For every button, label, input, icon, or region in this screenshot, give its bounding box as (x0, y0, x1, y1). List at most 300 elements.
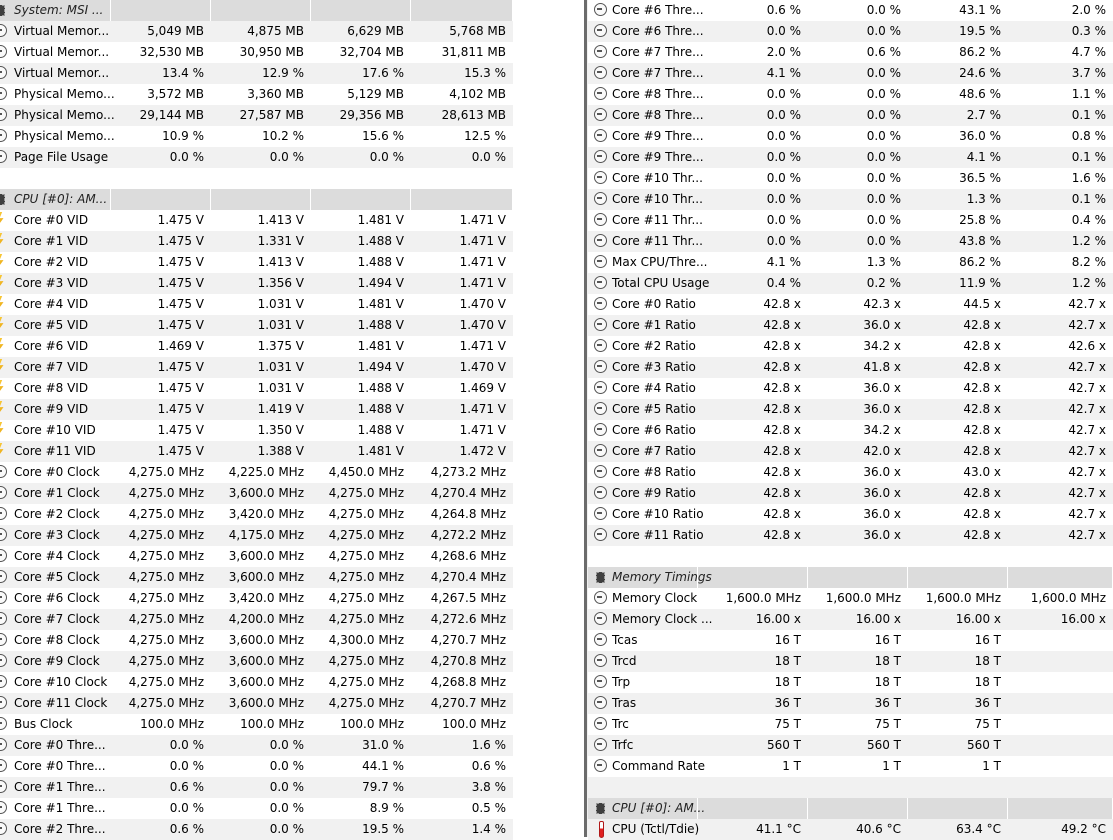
maximum-value: 42.8 x (963, 360, 1001, 374)
gauge-icon (594, 591, 607, 604)
sensor-row[interactable] (588, 420, 1113, 441)
minimum-value: 3,600.0 MHz (228, 696, 304, 710)
sensor-row[interactable] (588, 651, 1113, 672)
gauge-icon (0, 45, 7, 58)
sensor-row[interactable] (0, 252, 513, 273)
sensor-label: Core #5 Clock (14, 570, 100, 584)
gauge-icon (594, 759, 607, 772)
sensor-row[interactable] (0, 609, 513, 630)
minimum-value: 1.413 V (257, 213, 304, 227)
current-value: 0.0 % (766, 108, 801, 122)
current-value: 4,275.0 MHz (128, 507, 204, 521)
sensor-row[interactable] (0, 483, 513, 504)
maximum-value: 11.9 % (959, 276, 1001, 290)
sensor-row[interactable] (0, 378, 513, 399)
sensor-row[interactable] (588, 210, 1113, 231)
maximum-value: 4,275.0 MHz (328, 528, 404, 542)
sensor-row[interactable] (588, 462, 1113, 483)
maximum-value: 44.5 x (963, 297, 1001, 311)
sensor-row[interactable] (588, 147, 1113, 168)
minimum-value: 3,600.0 MHz (228, 675, 304, 689)
average-value: 42.6 x (1068, 339, 1106, 353)
current-value: 4,275.0 MHz (128, 486, 204, 500)
minimum-value: 12.9 % (262, 66, 304, 80)
gauge-icon (0, 507, 7, 520)
sensor-label: Core #2 VID (14, 255, 89, 269)
maximum-value: 19.5 % (959, 24, 1001, 38)
sensor-label: Core #8 Thre... (612, 108, 704, 122)
minimum-value: 1.331 V (257, 234, 304, 248)
sensor-row[interactable] (588, 630, 1113, 651)
sensor-row[interactable] (0, 357, 513, 378)
average-value: 1.471 V (459, 402, 506, 416)
current-value: 42.8 x (763, 402, 801, 416)
sensor-label: Tras (612, 696, 637, 710)
sensor-label: Core #9 Clock (14, 654, 100, 668)
gauge-icon (0, 570, 7, 583)
current-value: 4.1 % (766, 255, 801, 269)
sensor-row[interactable] (0, 588, 513, 609)
minimum-value: 0.0 % (866, 150, 901, 164)
minimum-value: 0.0 % (269, 738, 304, 752)
gauge-icon (0, 486, 7, 499)
minimum-value: 1.031 V (257, 318, 304, 332)
current-value: 29,144 MB (139, 108, 204, 122)
sensor-label: Total CPU Usage (612, 276, 710, 290)
sensor-row[interactable] (588, 672, 1113, 693)
minimum-value: 1.031 V (257, 360, 304, 374)
average-value: 1.471 V (459, 255, 506, 269)
header-minimum-cell (808, 798, 908, 819)
current-value: 42.8 x (763, 528, 801, 542)
minimum-value: 36.0 x (863, 486, 901, 500)
minimum-value: 18 T (874, 675, 901, 689)
current-value: 1.475 V (157, 381, 204, 395)
sensor-label: Command Rate (612, 759, 706, 773)
current-value: 16.00 x (755, 612, 801, 626)
minimum-value: 41.8 x (863, 360, 901, 374)
gauge-icon (0, 549, 7, 562)
sensor-row[interactable] (0, 294, 513, 315)
sensor-label: Core #0 Thre... (14, 738, 106, 752)
bolt-icon (0, 275, 4, 291)
average-value: 1.471 V (459, 339, 506, 353)
header-average-cell (411, 0, 513, 21)
minimum-value: 0.0 % (866, 129, 901, 143)
average-value: 0.0 % (471, 150, 506, 164)
maximum-value: 1.488 V (357, 402, 404, 416)
average-value: 42.7 x (1068, 423, 1106, 437)
maximum-value: 79.7 % (362, 780, 404, 794)
sensor-label: Core #9 Ratio (612, 486, 696, 500)
maximum-value: 18 T (974, 675, 1001, 689)
average-value: 0.1 % (1071, 108, 1106, 122)
header-minimum-cell (211, 189, 311, 210)
minimum-value: 3,360 MB (247, 87, 304, 101)
sensor-row[interactable] (0, 798, 513, 819)
header-average-cell (1008, 798, 1113, 819)
sensor-label: Core #6 Clock (14, 591, 100, 605)
maximum-value: 36.5 % (959, 171, 1001, 185)
current-value: 2.0 % (766, 45, 801, 59)
sensor-row[interactable] (0, 672, 513, 693)
sensor-label: Core #11 Thr... (612, 213, 703, 227)
minimum-value: 40.6 °C (856, 822, 901, 836)
sensor-label: Memory Clock ... (612, 612, 713, 626)
maximum-value: 4,275.0 MHz (328, 654, 404, 668)
minimum-value: 36.0 x (863, 402, 901, 416)
gauge-icon (0, 717, 7, 730)
sensor-row[interactable] (588, 756, 1113, 777)
current-value: 0.0 % (169, 150, 204, 164)
sensor-label: Core #3 Ratio (612, 360, 696, 374)
current-value: 16 T (774, 633, 801, 647)
minimum-value: 18 T (874, 654, 901, 668)
average-value: 42.7 x (1068, 381, 1106, 395)
average-value: 1.6 % (471, 738, 506, 752)
minimum-value: 0.0 % (866, 24, 901, 38)
gauge-icon (594, 213, 607, 226)
chip-icon (0, 5, 5, 16)
sensor-row[interactable] (588, 0, 1113, 21)
average-value: 4,270.4 MHz (430, 486, 506, 500)
thermometer-icon (599, 821, 604, 838)
minimum-value: 1.031 V (257, 297, 304, 311)
maximum-value: 100.0 MHz (340, 717, 404, 731)
gauge-icon (0, 87, 7, 100)
sensor-label: Bus Clock (14, 717, 73, 731)
sensor-row[interactable] (0, 756, 513, 777)
gauge-icon (594, 129, 607, 142)
current-value: 0.0 % (169, 738, 204, 752)
sensor-label: Trc (612, 717, 629, 731)
maximum-value: 42.8 x (963, 507, 1001, 521)
sensor-row[interactable] (588, 252, 1113, 273)
sensor-label: Core #0 Clock (14, 465, 100, 479)
sensor-row[interactable] (0, 630, 513, 651)
sensor-row[interactable] (588, 378, 1113, 399)
maximum-value: 42.8 x (963, 339, 1001, 353)
gauge-icon (594, 381, 607, 394)
sensor-row[interactable] (588, 84, 1113, 105)
maximum-value: 42.8 x (963, 528, 1001, 542)
sensor-label: Core #10 Thr... (612, 192, 703, 206)
sensor-row[interactable] (0, 714, 513, 735)
maximum-value: 1.488 V (357, 318, 404, 332)
header-current-cell (698, 798, 808, 819)
sensor-group-header[interactable] (0, 0, 513, 21)
current-value: 1.469 V (157, 339, 204, 353)
sensor-label: Trfc (612, 738, 634, 752)
sensor-group-header[interactable] (588, 798, 1113, 819)
maximum-value: 1.481 V (357, 213, 404, 227)
gauge-icon (0, 612, 7, 625)
sensor-row[interactable] (0, 147, 513, 168)
minimum-value: 560 T (866, 738, 901, 752)
average-value: 4,270.7 MHz (430, 696, 506, 710)
sensor-row[interactable] (0, 546, 513, 567)
maximum-value: 16.00 x (955, 612, 1001, 626)
sensor-label: Core #8 Clock (14, 633, 100, 647)
sensor-row[interactable] (0, 84, 513, 105)
sensor-row[interactable] (0, 126, 513, 147)
minimum-value: 0.6 % (866, 45, 901, 59)
sensor-row[interactable] (588, 105, 1113, 126)
sensor-row[interactable] (588, 525, 1113, 546)
sensor-label: Core #0 Ratio (612, 297, 696, 311)
sensor-row[interactable] (588, 42, 1113, 63)
gauge-icon (0, 654, 7, 667)
average-value (1008, 735, 1106, 756)
gauge-icon (0, 465, 7, 478)
minimum-value: 4,225.0 MHz (228, 465, 304, 479)
sensor-row[interactable] (0, 210, 513, 231)
sensor-row[interactable] (588, 273, 1113, 294)
average-value: 1.1 % (1071, 87, 1106, 101)
sensor-label: Core #10 Clock (14, 675, 108, 689)
sensor-row[interactable] (0, 735, 513, 756)
sensor-label: Core #9 Thre... (612, 150, 704, 164)
sensor-row[interactable] (588, 714, 1113, 735)
sensor-group-header[interactable] (0, 189, 513, 210)
sensor-row[interactable] (588, 609, 1113, 630)
maximum-value: 42.8 x (963, 318, 1001, 332)
maximum-value: 44.1 % (362, 759, 404, 773)
sensor-row[interactable] (0, 63, 513, 84)
gauge-icon (0, 822, 7, 835)
sensor-label: Core #6 Ratio (612, 423, 696, 437)
current-value: 1 T (782, 759, 801, 773)
sensor-row[interactable] (0, 231, 513, 252)
maximum-value: 1.488 V (357, 255, 404, 269)
gauge-icon (594, 654, 607, 667)
minimum-value: 0.0 % (866, 108, 901, 122)
sensor-row[interactable] (0, 315, 513, 336)
gauge-icon (0, 759, 7, 772)
gauge-icon (594, 444, 607, 457)
sensor-row[interactable] (0, 21, 513, 42)
maximum-value: 43.8 % (959, 234, 1001, 248)
average-value: 4,273.2 MHz (430, 465, 506, 479)
average-value: 42.7 x (1068, 402, 1106, 416)
sensor-row[interactable] (588, 693, 1113, 714)
current-value: 75 T (774, 717, 801, 731)
sensor-row[interactable] (0, 525, 513, 546)
sensor-label: Physical Memo... (14, 87, 115, 101)
current-value: 10.9 % (162, 129, 204, 143)
average-value: 5,768 MB (449, 24, 506, 38)
current-value: 42.8 x (763, 360, 801, 374)
minimum-value: 3,600.0 MHz (228, 570, 304, 584)
sensor-row[interactable] (0, 567, 513, 588)
chip-icon (0, 194, 5, 205)
maximum-value: 4,275.0 MHz (328, 486, 404, 500)
average-value: 42.7 x (1068, 297, 1106, 311)
minimum-value: 36 T (874, 696, 901, 710)
current-value: 18 T (774, 654, 801, 668)
average-value: 42.7 x (1068, 528, 1106, 542)
sensor-label: Core #8 Ratio (612, 465, 696, 479)
sensor-label: Core #2 Clock (14, 507, 100, 521)
sensor-row[interactable] (0, 693, 513, 714)
sensor-row[interactable] (588, 819, 1113, 840)
average-value (1008, 630, 1106, 651)
sensor-row[interactable] (588, 189, 1113, 210)
sensor-row[interactable] (0, 504, 513, 525)
gauge-icon (594, 24, 607, 37)
sensor-label: Core #0 Thre... (14, 759, 106, 773)
maximum-value: 1 T (982, 759, 1001, 773)
sensor-row[interactable] (588, 294, 1113, 315)
current-value: 42.8 x (763, 339, 801, 353)
minimum-value: 0.0 % (866, 87, 901, 101)
sensor-label: Trcd (612, 654, 637, 668)
sensor-row[interactable] (0, 819, 513, 840)
maximum-value: 25.8 % (959, 213, 1001, 227)
minimum-value: 16.00 x (855, 612, 901, 626)
minimum-value: 42.0 x (863, 444, 901, 458)
maximum-value: 43.1 % (959, 3, 1001, 17)
average-value: 4,270.8 MHz (430, 654, 506, 668)
gauge-icon (0, 150, 7, 163)
current-value: 0.0 % (169, 759, 204, 773)
maximum-value: 4,275.0 MHz (328, 549, 404, 563)
maximum-value: 24.6 % (959, 66, 1001, 80)
sensor-row[interactable] (588, 588, 1113, 609)
sensor-row[interactable] (0, 777, 513, 798)
average-value: 28,613 MB (441, 108, 506, 122)
sensor-label: Page File Usage (14, 150, 109, 164)
sensor-row[interactable] (0, 336, 513, 357)
header-current-cell (111, 0, 211, 21)
gauge-icon (594, 465, 607, 478)
sensor-row[interactable] (588, 231, 1113, 252)
current-value: 0.0 % (766, 129, 801, 143)
maximum-value: 560 T (966, 738, 1001, 752)
sensor-row[interactable] (588, 504, 1113, 525)
current-value: 42.8 x (763, 381, 801, 395)
sensor-row[interactable] (588, 21, 1113, 42)
gauge-icon (594, 3, 607, 16)
maximum-value: 4,275.0 MHz (328, 675, 404, 689)
maximum-value: 1.3 % (966, 192, 1001, 206)
minimum-value: 4,200.0 MHz (228, 612, 304, 626)
maximum-value: 8.9 % (369, 801, 404, 815)
sensor-row[interactable] (588, 441, 1113, 462)
minimum-value: 0.0 % (866, 192, 901, 206)
sensor-row[interactable] (588, 168, 1113, 189)
minimum-value: 0.0 % (866, 213, 901, 227)
current-value: 1.475 V (157, 276, 204, 290)
maximum-value: 1.494 V (357, 276, 404, 290)
sensor-row[interactable] (0, 399, 513, 420)
minimum-value: 1.356 V (257, 276, 304, 290)
sensor-row[interactable] (588, 63, 1113, 84)
minimum-value: 42.3 x (863, 297, 901, 311)
sensor-label: Core #0 VID (14, 213, 89, 227)
average-value: 1.471 V (459, 276, 506, 290)
current-value: 0.0 % (766, 24, 801, 38)
maximum-value: 4.1 % (966, 150, 1001, 164)
minimum-value: 0.0 % (269, 780, 304, 794)
sensor-row[interactable] (588, 126, 1113, 147)
sensor-label: Core #10 VID (14, 423, 96, 437)
current-value: 1.475 V (157, 255, 204, 269)
average-value: 42.7 x (1068, 444, 1106, 458)
average-value (1008, 693, 1106, 714)
minimum-value: 1.388 V (257, 444, 304, 458)
minimum-value: 1 T (882, 759, 901, 773)
current-value: 0.0 % (766, 213, 801, 227)
maximum-value: 15.6 % (362, 129, 404, 143)
average-value: 1.6 % (1071, 171, 1106, 185)
gauge-icon (594, 717, 607, 730)
sensor-label: Core #7 Thre... (612, 45, 704, 59)
bolt-icon (0, 401, 4, 417)
average-value: 15.3 % (464, 66, 506, 80)
maximum-value: 42.8 x (963, 444, 1001, 458)
sensor-row[interactable] (588, 315, 1113, 336)
current-value: 0.4 % (766, 276, 801, 290)
sensor-row[interactable] (0, 441, 513, 462)
sensor-row[interactable] (588, 735, 1113, 756)
sensor-row[interactable] (0, 651, 513, 672)
sensor-label: Core #7 Ratio (612, 444, 696, 458)
maximum-value: 5,129 MB (347, 87, 404, 101)
sensor-group-header[interactable] (588, 567, 1113, 588)
sensor-label: Core #3 VID (14, 276, 89, 290)
gauge-icon (0, 780, 7, 793)
sensor-row[interactable] (0, 462, 513, 483)
sensor-row[interactable] (588, 399, 1113, 420)
current-value: 4,275.0 MHz (128, 675, 204, 689)
sensor-row[interactable] (0, 273, 513, 294)
maximum-value: 29,356 MB (339, 108, 404, 122)
minimum-value: 1.413 V (257, 255, 304, 269)
bolt-icon (0, 380, 4, 396)
average-value: 100.0 MHz (442, 717, 506, 731)
sensor-row[interactable] (0, 42, 513, 63)
bolt-icon (0, 254, 4, 270)
sensor-row[interactable] (588, 336, 1113, 357)
average-value: 3.8 % (471, 780, 506, 794)
sensor-row[interactable] (0, 420, 513, 441)
average-value: 0.3 % (1071, 24, 1106, 38)
current-value: 32,530 MB (139, 45, 204, 59)
current-value: 4,275.0 MHz (128, 633, 204, 647)
minimum-value: 34.2 x (863, 339, 901, 353)
bolt-icon (0, 296, 4, 312)
current-value: 36 T (774, 696, 801, 710)
current-value: 1.475 V (157, 423, 204, 437)
sensor-row[interactable] (588, 357, 1113, 378)
header-maximum-cell (908, 798, 1008, 819)
sensor-label: Virtual Memor... (14, 24, 110, 38)
gauge-icon (594, 339, 607, 352)
maximum-value: 1.481 V (357, 297, 404, 311)
maximum-value: 32,704 MB (339, 45, 404, 59)
current-value: 0.0 % (169, 801, 204, 815)
gauge-icon (0, 633, 7, 646)
current-value: 42.8 x (763, 444, 801, 458)
sensor-row[interactable] (0, 105, 513, 126)
gauge-icon (594, 255, 607, 268)
average-value: 1.471 V (459, 234, 506, 248)
sensor-label: Core #8 Thre... (612, 87, 704, 101)
gauge-icon (0, 696, 7, 709)
sensor-label: Core #1 Thre... (14, 780, 106, 794)
sensor-row[interactable] (588, 483, 1113, 504)
